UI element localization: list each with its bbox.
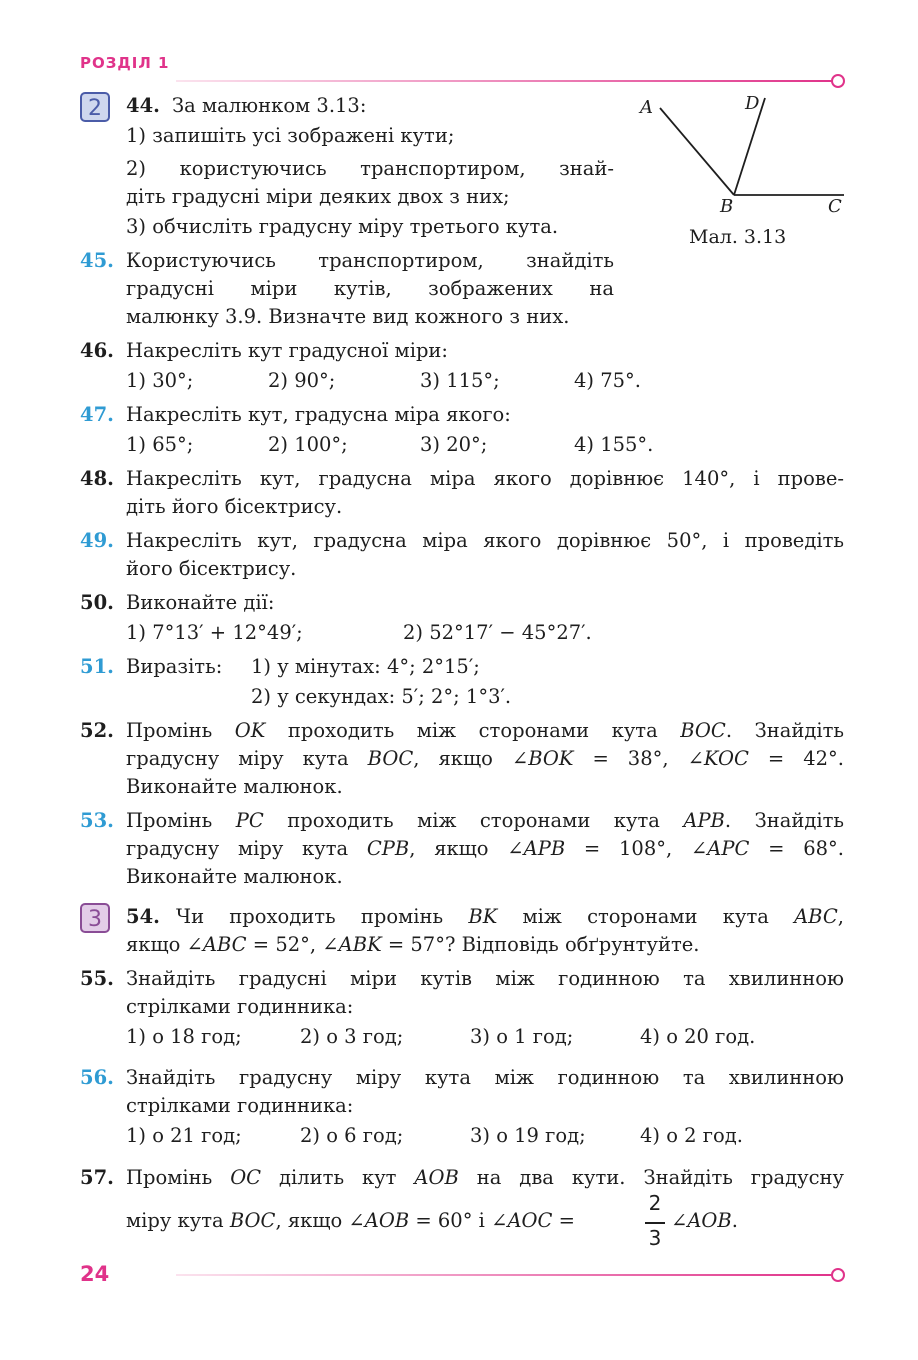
angle-name: ABK [338, 933, 382, 956]
problem-53-number: 53. [80, 809, 114, 832]
problem-50-answer-2: 2) 52°17′ − 45°27′. [403, 621, 592, 644]
text-run: проходить між сторонами кута [263, 809, 684, 832]
problem-46-number: 46. [80, 339, 114, 362]
problem-47-answer-3: 3) 20°; [420, 433, 488, 456]
angle-name: CPB [366, 837, 410, 860]
text-run: = 38°, ∠ [573, 747, 704, 770]
angle-name: KOC [703, 747, 749, 770]
fraction-bar [645, 1222, 665, 1224]
text-run: Промінь [126, 719, 235, 742]
angle-name: ABC [794, 905, 838, 928]
angle-name: BOC [229, 1209, 276, 1232]
text-run: міру кута [126, 1209, 230, 1232]
fraction-denominator: 3 [648, 1226, 662, 1250]
point-c-label: C [828, 196, 842, 217]
problem-50-text: Виконайте дії: [126, 591, 275, 614]
problem-44-item-3: 3) обчисліть градусну міру третього кута. [126, 215, 559, 238]
problem-47-text: Накресліть кут, градусна міра якого: [126, 403, 511, 426]
text-run: градусну міру кута [126, 747, 368, 770]
angle-name: APB [523, 837, 566, 860]
problem-49-line-2: його бісектрису. [126, 557, 297, 580]
problem-56-answer-4: 4) о 2 год. [640, 1124, 743, 1147]
problem-56-number: 56. [80, 1066, 114, 1089]
problem-45-line-2: градусні міри кутів, зображених на [126, 277, 614, 300]
problem-51-number: 51. [80, 655, 114, 678]
problem-47-answer-4: 4) 155°. [574, 433, 654, 456]
problem-56-answer-2: 2) о 6 год; [300, 1124, 404, 1147]
problem-52-line-1 [126, 717, 844, 745]
angle-name: AOB [414, 1166, 459, 1189]
problem-54-line-1 [176, 903, 844, 931]
problem-51-label: Виразіть: [126, 655, 223, 678]
problem-51-item-1: 1) у мінутах: 4°; 2°15′; [251, 655, 480, 678]
ray-name: OC [230, 1166, 262, 1189]
problem-55-answer-2: 2) о 3 год; [300, 1025, 404, 1048]
problem-45-number: 45. [80, 249, 114, 272]
fraction-numerator: 2 [648, 1191, 662, 1215]
problem-57-line-2-end [671, 1207, 738, 1235]
text-run: , [837, 905, 844, 928]
text-run: = 108°, ∠ [565, 837, 708, 860]
angle-name: APB [683, 809, 725, 832]
level-3-badge: 3 [80, 903, 110, 933]
text-run: , якщо ∠ [413, 747, 529, 770]
problem-44-item-2: 2) користуючись транспортиром, знай- [126, 157, 614, 180]
level-2-badge: 2 [80, 92, 110, 122]
text-run: між сторонами кута [497, 905, 795, 928]
section-header: РОЗДІЛ 1 [80, 54, 170, 72]
text-run: , якщо ∠ [275, 1209, 365, 1232]
problem-55-number: 55. [80, 967, 114, 990]
text-run: = 52°, ∠ [246, 933, 339, 956]
problem-48-number: 48. [80, 467, 114, 490]
angle-name: AOC [507, 1209, 553, 1232]
point-a-label: A [640, 97, 653, 118]
problem-47-answer-1: 1) 65°; [126, 433, 194, 456]
problem-50-answer-1: 1) 7°13′ + 12°49′; [126, 621, 303, 644]
problem-46-answer-3: 3) 115°; [420, 369, 500, 392]
text-run: = 42°. [748, 747, 844, 770]
header-rule [176, 80, 833, 82]
angle-name: BOC [367, 747, 414, 770]
angle-name: AOB [687, 1209, 732, 1232]
problem-44-item-1: 1) запишіть усі зображені кути; [126, 124, 455, 147]
problem-44-item-2-cont: діть градусні міри деяких двох з них; [126, 185, 510, 208]
problem-54-number: 54. [126, 905, 160, 928]
text-run: якщо ∠ [126, 933, 203, 956]
point-b-label: B [720, 196, 734, 217]
text-run: Промінь [126, 1166, 231, 1189]
problem-46-answer-4: 4) 75°. [574, 369, 641, 392]
footer-rule [176, 1274, 833, 1276]
problem-47-number: 47. [80, 403, 114, 426]
angle-name: BOK [528, 747, 574, 770]
problem-55-answer-1: 1) о 18 год; [126, 1025, 242, 1048]
ray-ba [660, 108, 734, 195]
problem-47-answer-2: 2) 100°; [268, 433, 348, 456]
figure-caption: Мал. 3.13 [689, 226, 787, 248]
footer-rule-end-icon [831, 1268, 845, 1282]
problem-46-text: Накресліть кут градусної міри: [126, 339, 448, 362]
text-run: ділить кут [261, 1166, 415, 1189]
text-run: , якщо ∠ [409, 837, 524, 860]
problem-48-line-2: діть його бісектрису. [126, 495, 343, 518]
text-run: = 68°. [749, 837, 844, 860]
ray-name: BK [468, 905, 498, 928]
problem-49-line-1: Накресліть кут, градусна міра якого дорівнює 50°, і проведіть [126, 529, 844, 552]
angle-name: ABC [202, 933, 247, 956]
text-run: градусну міру кута [126, 837, 367, 860]
ray-name: PC [235, 809, 264, 832]
problem-52-number: 52. [80, 719, 114, 742]
problem-56-line-2: стрілками годинника: [126, 1094, 354, 1117]
problem-57-line-1 [126, 1164, 844, 1192]
ray-name: OK [234, 719, 266, 742]
text-run: . Знайдіть [724, 809, 844, 832]
angle-name: AOB [364, 1209, 410, 1232]
angle-name: APC [707, 837, 750, 860]
problem-48-line-1: Накресліть кут, градусна міра якого дорівнює 140°, і прове- [126, 467, 844, 490]
text-run: на два кути. Знайдіть градусну [458, 1166, 844, 1189]
problem-55-answer-4: 4) о 20 год. [640, 1025, 756, 1048]
problem-49-number: 49. [80, 529, 114, 552]
problem-51-item-2: 2) у секундах: 5′; 2°; 1°3′. [251, 685, 512, 708]
problem-53-line-1 [126, 807, 844, 835]
page-number: 24 [80, 1262, 110, 1286]
problem-56-line-1: Знайдіть градусну міру кута між годинною та хвилинною [126, 1066, 844, 1089]
problem-55-line-2: стрілками годинника: [126, 995, 354, 1018]
problem-53-line-3: Виконайте малюнок. [126, 865, 343, 888]
problem-45-line-3: малюнку 3.9. Визначте вид кожного з них. [126, 305, 570, 328]
text-run: = 60° і ∠ [409, 1209, 508, 1232]
problem-55-answer-3: 3) о 1 год; [470, 1025, 574, 1048]
text-run: . [731, 1209, 738, 1232]
problem-57-line-2 [126, 1207, 575, 1235]
text-run: . Знайдіть [725, 719, 844, 742]
angle-name: BOC [680, 719, 726, 742]
text-run: проходить між сторонами кута [265, 719, 681, 742]
text-run: Чи проходить промінь [176, 905, 469, 928]
text-run: = 57°? Відповідь обґрунтуйте. [381, 933, 700, 956]
problem-44-number: 44. [126, 94, 160, 117]
problem-46-answer-1: 1) 30°; [126, 369, 194, 392]
problem-52-line-3: Виконайте малюнок. [126, 775, 343, 798]
text-run: Промінь [126, 809, 236, 832]
problem-56-answer-1: 1) о 21 год; [126, 1124, 242, 1147]
problem-45-line-1: Користуючись транспортиром, знайдіть [126, 249, 614, 272]
text-run: = [552, 1209, 575, 1232]
problem-50-number: 50. [80, 591, 114, 614]
problem-56-answer-3: 3) о 19 год; [470, 1124, 586, 1147]
header-rule-end-icon [831, 74, 845, 88]
problem-52-line-2 [126, 745, 844, 773]
problem-54-line-2 [126, 931, 699, 959]
point-d-label: D [745, 93, 760, 114]
problem-44-intro: За малюнком 3.13: [172, 94, 367, 117]
text-run: ∠ [671, 1209, 688, 1232]
problem-46-answer-2: 2) 90°; [268, 369, 336, 392]
problem-57-number: 57. [80, 1166, 114, 1189]
problem-55-line-1: Знайдіть градусні міри кутів між годинною та хвилинною [126, 967, 844, 990]
problem-53-line-2 [126, 835, 844, 863]
